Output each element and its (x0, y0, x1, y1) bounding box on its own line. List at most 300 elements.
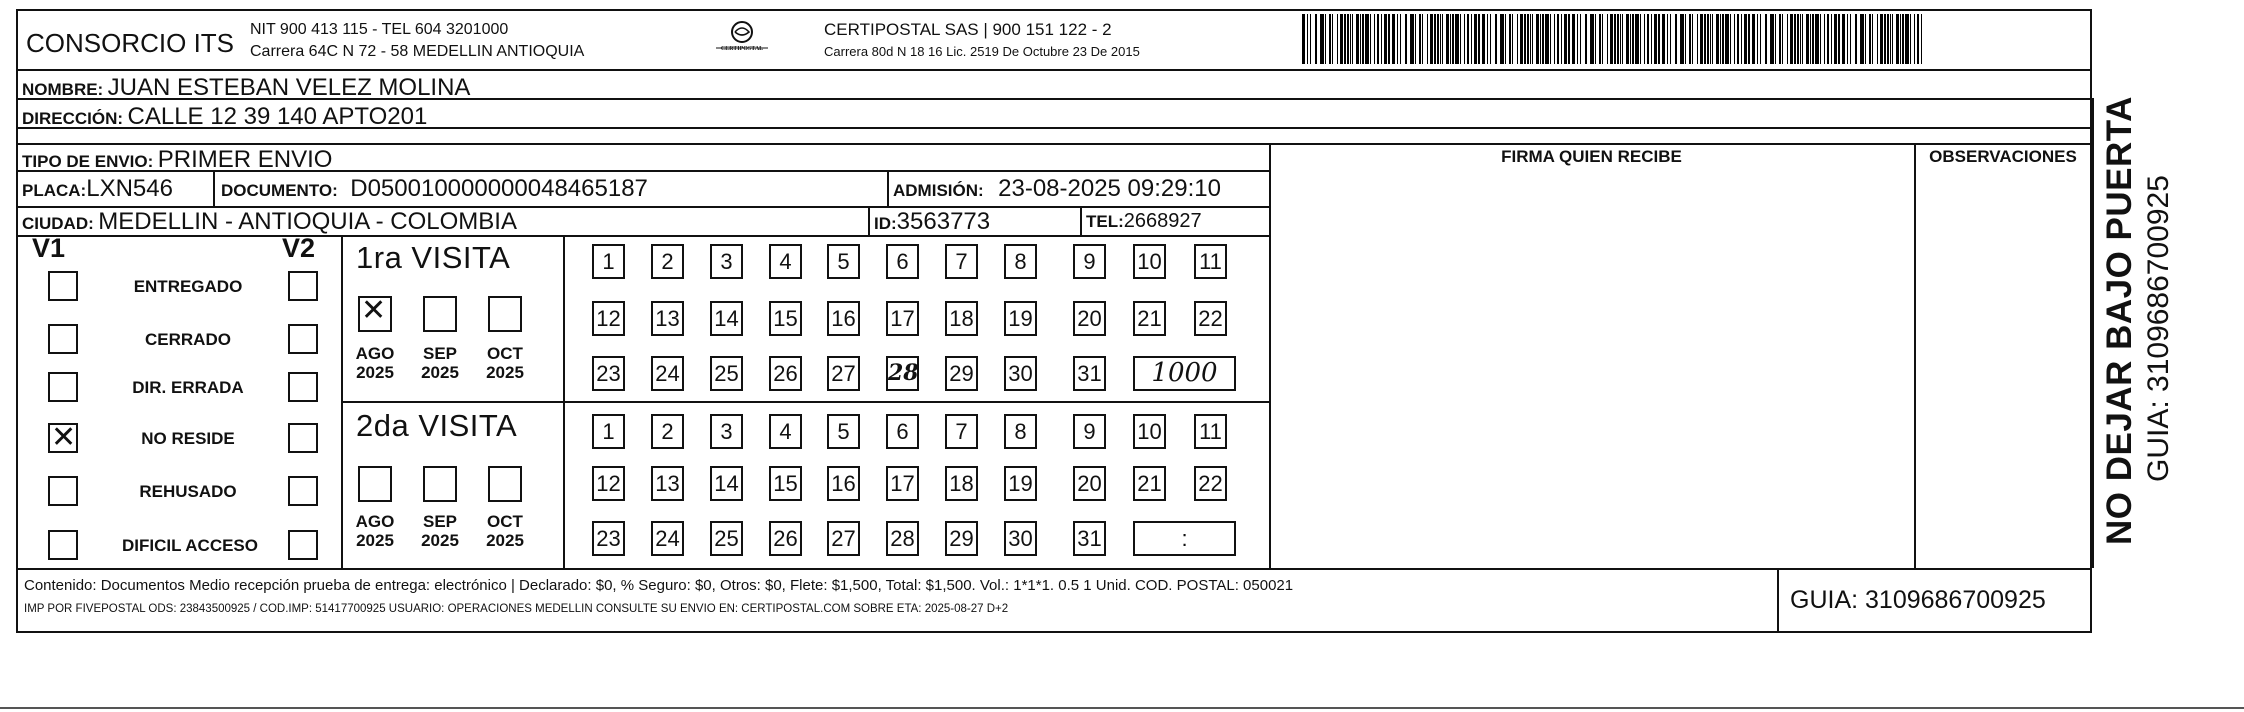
visit2-day-box[interactable]: 12 (592, 466, 625, 501)
visit2-day-box[interactable]: 6 (886, 414, 919, 449)
barcode-bar (1392, 14, 1395, 64)
barcode-bar (1482, 14, 1485, 64)
barcode-bar (1710, 14, 1711, 64)
barcode-bar (1704, 14, 1706, 64)
status-label: CERRADO (145, 330, 231, 349)
barcode-bar (1651, 14, 1652, 64)
ciudad-row (22, 208, 517, 236)
visit2-month-label (482, 512, 528, 550)
barcode-bar (1540, 14, 1541, 64)
visit1-month-checkbox[interactable] (488, 296, 522, 332)
bottom-divider (16, 568, 2092, 570)
barcode-bar (1460, 14, 1461, 64)
barcode-bar (1509, 14, 1511, 64)
barcode-bar (1827, 14, 1829, 64)
barcode-bar (1352, 14, 1353, 64)
barcode-bar (1440, 14, 1441, 64)
visit2-day-box[interactable]: 18 (945, 466, 978, 501)
logo-text: CERTIPOSTAL (720, 46, 764, 52)
barcode-bar (1554, 14, 1555, 64)
barcode-bar (1487, 14, 1488, 64)
barcode-bar (1797, 14, 1799, 64)
barcode-bar (1872, 14, 1873, 64)
company-address: Carrera 64C N 72 - 58 MEDELLIN ANTIOQUIA (250, 43, 585, 60)
v1-header: V1 (32, 233, 66, 263)
id-value: 3563773 (896, 208, 991, 235)
visit1-day-box[interactable]: 1 (592, 244, 625, 279)
visit2-day-box[interactable]: 13 (651, 466, 684, 501)
visit1-day-box[interactable]: 4 (769, 244, 802, 279)
barcode-bar (1820, 14, 1821, 64)
visit1-day-box[interactable]: 29 (945, 356, 978, 391)
visit2-day-box[interactable]: 19 (1004, 466, 1037, 501)
tipo-row (22, 146, 332, 174)
barcode-bar (1495, 14, 1497, 64)
month-year: 2025 (486, 363, 524, 382)
barcode-bar (1356, 14, 1359, 64)
status-v2-checkbox[interactable] (288, 530, 318, 560)
barcode-bar (1419, 14, 1421, 64)
status-v1-checkbox[interactable] (48, 530, 78, 560)
barcode-bar (1577, 14, 1578, 64)
barcode-bar (1654, 14, 1657, 64)
visit2-day-box[interactable]: 9 (1073, 414, 1106, 449)
certipostal-logo (708, 18, 776, 58)
visit1-day-box[interactable]: 23 (592, 356, 625, 391)
tel-value: 2668927 (1123, 210, 1202, 232)
col-line (1080, 206, 1082, 235)
visit1-day-box[interactable]: 22 (1194, 301, 1227, 336)
visit2-day-box[interactable]: 21 (1133, 466, 1166, 501)
barcode-bar (1337, 14, 1338, 64)
status-label: NO RESIDE (141, 429, 235, 448)
barcode-bar (1442, 14, 1443, 64)
status-v2-checkbox[interactable] (288, 324, 318, 354)
barcode-bar (1617, 14, 1619, 64)
barcode-bar (1325, 14, 1326, 64)
barcode-bar (1532, 14, 1533, 64)
visit1-day-box[interactable]: 9 (1073, 244, 1106, 279)
barcode-bar (1838, 14, 1840, 64)
barcode-bar (1779, 14, 1781, 64)
month-year: 2025 (356, 363, 394, 382)
visit1-day-box[interactable]: 2 (651, 244, 684, 279)
barcode-bar (1315, 14, 1317, 64)
barcode-bar (1917, 14, 1919, 64)
visit1-day-box[interactable]: 30 (1004, 356, 1037, 391)
barcode-bar (1530, 14, 1531, 64)
barcode-bar (1744, 14, 1747, 64)
side-guia: GUIA: 3109686700925 (2142, 175, 2175, 482)
visit1-day-box[interactable]: 10 (1133, 244, 1166, 279)
barcode-bar (1675, 14, 1677, 64)
barcode-bar (1620, 14, 1621, 64)
barcode-bar (1340, 14, 1343, 64)
barcode-bar (1434, 14, 1436, 64)
status-v1-checkbox[interactable] (48, 423, 78, 453)
visit2-day-box[interactable]: 20 (1073, 466, 1106, 501)
observaciones-header: OBSERVACIONES (1929, 147, 2077, 166)
barcode-bar (1344, 14, 1346, 64)
barcode-bar (1512, 14, 1513, 64)
status-v2-checkbox[interactable] (288, 271, 318, 301)
visit2-day-box[interactable]: 30 (1004, 521, 1037, 556)
barcode-bar (1914, 14, 1915, 64)
visit1-month-label (417, 344, 463, 382)
visit1-day-box[interactable]: 7 (945, 244, 978, 279)
status-label: REHUSADO (139, 482, 237, 501)
barcode-bar (1517, 14, 1518, 64)
barcode-bar (1670, 14, 1671, 64)
visit1-month-checkbox[interactable] (358, 296, 392, 332)
visit1-month-label (482, 344, 528, 382)
barcode-bar (1850, 14, 1851, 64)
visit2-day-box[interactable]: 10 (1133, 414, 1166, 449)
barcode-bar (1865, 14, 1866, 64)
nombre-row (22, 74, 470, 102)
visit1-time-box[interactable]: 1000 (1133, 356, 1236, 391)
status-v1-checkbox[interactable] (48, 324, 78, 354)
v2-header: V2 (282, 233, 316, 263)
visit2-day-box[interactable]: 2 (651, 414, 684, 449)
visit2-month-checkbox[interactable] (488, 466, 522, 502)
barcode-bar (1896, 14, 1899, 64)
id-row (874, 208, 990, 236)
barcode-bar (1880, 14, 1883, 64)
visit2-day-box[interactable]: 28 (886, 521, 919, 556)
status-v2-checkbox[interactable] (288, 372, 318, 402)
footer-guia: GUIA: 3109686700925 (1790, 586, 2046, 614)
barcode-bar (1474, 14, 1477, 64)
barcode-bar (1585, 14, 1587, 64)
col-line (868, 206, 870, 235)
barcode-bar (1545, 14, 1549, 64)
barcode-bar (1397, 14, 1398, 64)
observaciones-column-line (1914, 143, 1916, 568)
barcode-bar (1580, 14, 1581, 64)
visit1-day-box[interactable]: 16 (827, 301, 860, 336)
visit2-day-box[interactable]: 25 (710, 521, 743, 556)
barcode (1302, 14, 1926, 64)
footer-guia-divider (1777, 568, 1779, 633)
barcode-bar (1524, 14, 1526, 64)
visit2-day-box[interactable]: 23 (592, 521, 625, 556)
barcode-bar (1722, 14, 1724, 64)
visit-divider (341, 401, 1269, 403)
barcode-bar (1329, 14, 1331, 64)
barcode-bar (1806, 14, 1809, 64)
barcode-bar (1884, 14, 1886, 64)
visit2-title: 2da VISITA (356, 408, 518, 443)
courier-name: CERTIPOSTAL SAS | 900 151 122 - 2 (824, 20, 1112, 39)
barcode-bar (1910, 14, 1911, 64)
visit2-month-label (417, 512, 463, 550)
firma-header: FIRMA QUIEN RECIBE (1501, 147, 1682, 166)
barcode-bar (1842, 14, 1845, 64)
barcode-bar (1307, 14, 1308, 64)
side-column-line (2092, 98, 2094, 568)
barcode-bar (1855, 14, 1857, 64)
month-year: 2025 (356, 531, 394, 550)
status-label: DIR. ERRADA (132, 378, 244, 397)
month-name: SEP (422, 512, 458, 531)
tel-label: TEL: (1086, 212, 1124, 231)
company-name: CONSORCIO ITS (26, 28, 235, 58)
barcode-bar (1662, 14, 1665, 64)
col-line (887, 170, 889, 206)
barcode-bar (1692, 14, 1693, 64)
admision-row (893, 175, 1221, 203)
barcode-bar (1900, 14, 1901, 64)
month-name: SEP (422, 344, 458, 363)
ciudad-label: CIUDAD: (22, 214, 94, 233)
barcode-bar (1471, 14, 1472, 64)
barcode-bar (1689, 14, 1691, 64)
month-year: 2025 (486, 531, 524, 550)
barcode-bar (1527, 14, 1529, 64)
status-v1-checkbox[interactable] (48, 271, 78, 301)
barcode-bar (1632, 14, 1634, 64)
barcode-bar (1614, 14, 1616, 64)
barcode-bar (1794, 14, 1796, 64)
status-v2-checkbox[interactable] (288, 423, 318, 453)
visit2-day-box[interactable]: 14 (710, 466, 743, 501)
visit1-day-box[interactable]: 13 (651, 301, 684, 336)
visit1-day-box[interactable]: 17 (886, 301, 919, 336)
visit1-day-box[interactable]: 15 (769, 301, 802, 336)
barcode-bar (1787, 14, 1788, 64)
month-name: AGO (355, 344, 395, 363)
company-nit: NIT 900 413 115 - TEL 604 3201000 (250, 21, 509, 38)
barcode-bar (1377, 14, 1379, 64)
status-v1-checkbox[interactable] (48, 476, 78, 506)
visit1-day-box[interactable]: 31 (1073, 356, 1106, 391)
month-name: OCT (487, 512, 523, 531)
placa-value: LXN546 (86, 175, 173, 202)
visit1-day-box[interactable]: 27 (827, 356, 860, 391)
barcode-bar (1430, 14, 1433, 64)
barcode-bar (1734, 14, 1735, 64)
status-v1-checkbox[interactable] (48, 372, 78, 402)
barcode-bar (1320, 14, 1324, 64)
visit2-day-box[interactable]: 7 (945, 414, 978, 449)
barcode-bar (1765, 14, 1767, 64)
visit1-day-box[interactable]: 8 (1004, 244, 1037, 279)
visit1-day-box[interactable]: 11 (1194, 244, 1227, 279)
barcode-bar (1626, 14, 1629, 64)
visit1-day-box[interactable]: 21 (1133, 301, 1166, 336)
barcode-bar (1737, 14, 1739, 64)
barcode-bar (1790, 14, 1793, 64)
barcode-bar (1347, 14, 1349, 64)
row-line (16, 143, 2092, 145)
visit2-day-box[interactable]: 5 (827, 414, 860, 449)
barcode-bar (1564, 14, 1567, 64)
tipo-value: PRIMER ENVIO (157, 146, 333, 173)
visit1-day-box[interactable]: 18 (945, 301, 978, 336)
visit1-day-box[interactable]: 14 (710, 301, 743, 336)
visit2-day-box[interactable]: 1 (592, 414, 625, 449)
barcode-bar (1360, 14, 1361, 64)
visit1-day-box[interactable]: 28 (886, 356, 919, 391)
visit1-month-label (352, 344, 398, 382)
barcode-bar (1542, 14, 1544, 64)
placa-label: PLACA: (22, 181, 87, 200)
barcode-bar (1599, 14, 1601, 64)
footer-content: Contenido: Documentos Medio recepción prueba de entrega: electrónico | Declarado: $0, % Seguro: $0, Otros: $0, Flete: $1,500, Total: $1,500. Vol.: 1*1*1. 0.5 1 Unid. COD. POSTAL: 050021 (24, 577, 1294, 594)
barcode-bar (1800, 14, 1801, 64)
barcode-bar (1568, 14, 1570, 64)
barcode-bar (1332, 14, 1333, 64)
admision-label: ADMISIÓN: (893, 181, 984, 200)
barcode-bar (1834, 14, 1837, 64)
barcode-bar (1647, 14, 1649, 64)
visit1-day-box[interactable]: 3 (710, 244, 743, 279)
barcode-bar (1350, 14, 1351, 64)
barcode-bar (1381, 14, 1382, 64)
visit2-day-box[interactable]: 31 (1073, 521, 1106, 556)
barcode-bar (1741, 14, 1742, 64)
barcode-bar (1455, 14, 1459, 64)
barcode-bar (1697, 14, 1698, 64)
ciudad-value: MEDELLIN - ANTIOQUIA - COLOMBIA (98, 208, 517, 235)
tipo-label: TIPO DE ENVIO: (22, 152, 154, 171)
barcode-bar (1310, 14, 1311, 64)
barcode-bar (1810, 14, 1811, 64)
barcode-bar (1520, 14, 1523, 64)
courier-address: Carrera 80d N 18 16 Lic. 2519 De Octubre 23 De 2015 (824, 44, 1140, 59)
barcode-bar (1716, 14, 1719, 64)
visit1-day-box[interactable]: 25 (710, 356, 743, 391)
visit1-day-box[interactable]: 20 (1073, 301, 1106, 336)
barcode-bar (1712, 14, 1713, 64)
nombre-label: NOMBRE: (22, 80, 104, 99)
barcode-bar (1422, 14, 1423, 64)
barcode-bar (1815, 14, 1819, 64)
barcode-bar (1607, 14, 1608, 64)
barcode-bar (1887, 14, 1889, 64)
visit2-day-box[interactable]: 22 (1194, 466, 1227, 501)
barcode-bar (1905, 14, 1909, 64)
barcode-bar (1757, 14, 1758, 64)
visit2-day-box[interactable]: 16 (827, 466, 860, 501)
visit2-month-checkbox[interactable] (423, 466, 457, 502)
visit2-day-box[interactable]: 11 (1194, 414, 1227, 449)
barcode-bar (1450, 14, 1451, 64)
id-label: ID: (874, 214, 897, 233)
barcode-bar (1467, 14, 1469, 64)
barcode-bar (1748, 14, 1750, 64)
direccion-label: DIRECCIÓN: (22, 109, 124, 128)
visit2-day-box[interactable]: 17 (886, 466, 919, 501)
barcode-bar (1892, 14, 1893, 64)
visit2-day-box[interactable]: 24 (651, 521, 684, 556)
barcode-bar (1831, 14, 1832, 64)
barcode-bar (1415, 14, 1416, 64)
month-year: 2025 (421, 531, 459, 550)
visit2-day-box[interactable]: 26 (769, 521, 802, 556)
visit1-day-box[interactable]: 6 (886, 244, 919, 279)
barcode-bar (1505, 14, 1506, 64)
barcode-bar (1760, 14, 1761, 64)
visit2-day-box[interactable]: 4 (769, 414, 802, 449)
barcode-bar (1658, 14, 1660, 64)
barcode-bar (1752, 14, 1755, 64)
status-label: ENTREGADO (133, 277, 243, 296)
barcode-bar (1700, 14, 1703, 64)
barcode-bar (1860, 14, 1864, 64)
barcode-bar (1730, 14, 1731, 64)
barcode-bar (1640, 14, 1641, 64)
barcode-bar (1478, 14, 1480, 64)
visit1-day-box[interactable]: 19 (1004, 301, 1037, 336)
barcode-bar (1775, 14, 1776, 64)
barcode-bar (1869, 14, 1871, 64)
header-divider (16, 69, 2092, 71)
barcode-bar (1490, 14, 1491, 64)
barcode-bar (1561, 14, 1562, 64)
visit1-day-box[interactable]: 5 (827, 244, 860, 279)
month-year: 2025 (421, 363, 459, 382)
barcode-bar (1720, 14, 1721, 64)
visit1-day-box[interactable]: 26 (769, 356, 802, 391)
documento-label: DOCUMENTO: (221, 181, 338, 200)
visit2-month-checkbox[interactable] (358, 466, 392, 502)
barcode-bar (1370, 14, 1371, 64)
col-line (213, 170, 215, 206)
barcode-bar (1464, 14, 1465, 64)
visit2-day-box[interactable]: 15 (769, 466, 802, 501)
firma-column-line (1269, 143, 1271, 568)
barcode-bar (1550, 14, 1551, 64)
bottom-rule (0, 707, 2244, 709)
visit2-time-box[interactable]: : (1133, 521, 1236, 556)
direccion-row (22, 103, 427, 131)
barcode-bar (1500, 14, 1504, 64)
barcode-bar (1590, 14, 1594, 64)
visit1-day-box[interactable]: 12 (592, 301, 625, 336)
barcode-bar (1410, 14, 1414, 64)
barcode-bar (1802, 14, 1803, 64)
barcode-bar (1630, 14, 1631, 64)
barcode-bar (1374, 14, 1375, 64)
documento-row (221, 175, 648, 203)
visit2-day-box[interactable]: 8 (1004, 414, 1037, 449)
barcode-bar (1557, 14, 1559, 64)
visit2-day-box[interactable]: 27 (827, 521, 860, 556)
barcode-bar (1635, 14, 1639, 64)
admision-value: 23-08-2025 09:29:10 (998, 175, 1221, 202)
visit2-month-label (352, 512, 398, 550)
barcode-bar (1824, 14, 1825, 64)
month-name: AGO (355, 512, 395, 531)
barcode-bar (1405, 14, 1407, 64)
visit1-title: 1ra VISITA (356, 240, 511, 275)
visit1-month-checkbox[interactable] (423, 296, 457, 332)
barcode-bar (1610, 14, 1613, 64)
barcode-bar (1847, 14, 1848, 64)
visit2-day-box[interactable]: 29 (945, 521, 978, 556)
barcode-bar (1452, 14, 1454, 64)
barcode-bar (1384, 14, 1387, 64)
barcode-bar (1602, 14, 1603, 64)
status-v2-checkbox[interactable] (288, 476, 318, 506)
barcode-bar (1707, 14, 1709, 64)
status-label: DIFICIL ACCESO (121, 536, 258, 555)
visit1-day-box[interactable]: 24 (651, 356, 684, 391)
placa-row (22, 175, 173, 203)
visit2-day-box[interactable]: 3 (710, 414, 743, 449)
